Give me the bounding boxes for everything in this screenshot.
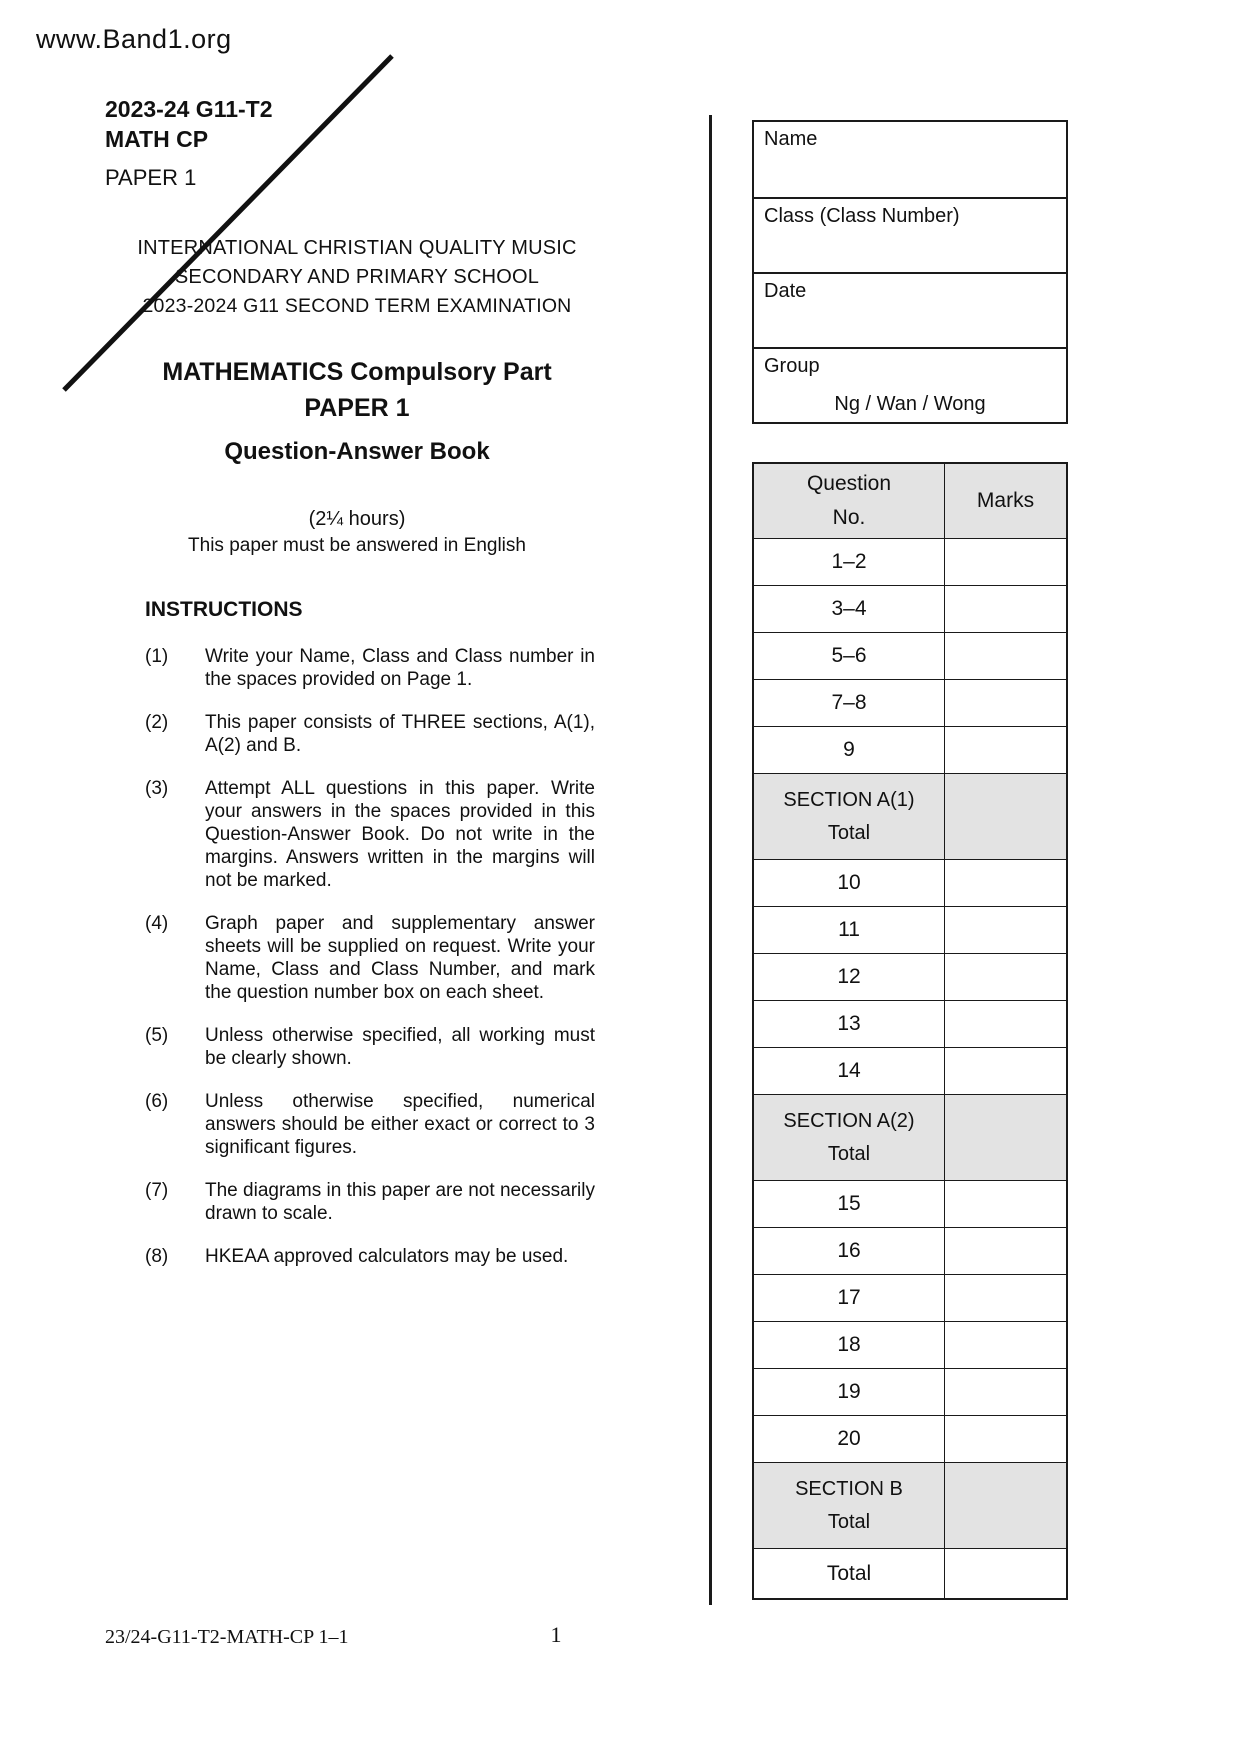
question-no-label: 10 xyxy=(837,871,861,894)
instruction-number: (5) xyxy=(145,1025,169,1046)
question-no-label: 5–6 xyxy=(831,644,867,667)
question-no-cell xyxy=(754,539,944,585)
info-field-value: Ng / Wan / Wong xyxy=(834,393,986,415)
marks-table-row xyxy=(754,1000,1066,1047)
paper-title-book: Question-Answer Book xyxy=(224,438,490,465)
marks-cell xyxy=(944,1463,1066,1548)
instruction-text: Graph paper and supplementary answer sheets will be supplied on request. Write your Name, Class and Class Number, and mark the question number box on each sheet. xyxy=(205,913,595,1003)
question-no-label: 18 xyxy=(837,1333,861,1356)
instruction-number: (2) xyxy=(145,712,169,733)
instruction-item xyxy=(145,711,597,757)
paper-title-paper: PAPER 1 xyxy=(304,394,410,422)
marks-table-row xyxy=(754,1094,1066,1180)
footer-page-number: 1 xyxy=(550,1622,562,1647)
marks-table-row xyxy=(754,1462,1066,1548)
instruction-item xyxy=(145,1179,597,1225)
question-no-label: 19 xyxy=(837,1380,861,1403)
question-no-cell xyxy=(754,1095,944,1180)
marks-cell xyxy=(944,954,1066,1000)
question-no-header-line2: No. xyxy=(832,506,866,529)
marks-cell xyxy=(944,1416,1066,1462)
school-name-line2: SECONDARY AND PRIMARY SCHOOL xyxy=(174,266,540,288)
instruction-number: (7) xyxy=(145,1180,169,1201)
question-no-label: 16 xyxy=(837,1239,861,1262)
exam-code-block xyxy=(105,94,273,192)
marks-table-header xyxy=(754,464,1066,538)
info-field-row xyxy=(754,347,1066,422)
exam-code-line2: MATH CP xyxy=(105,126,209,152)
marks-table-row xyxy=(754,632,1066,679)
marks-cell xyxy=(944,633,1066,679)
instructions-list xyxy=(145,645,597,1288)
instruction-number: (1) xyxy=(145,646,169,667)
marks-table-row xyxy=(754,1415,1066,1462)
info-field-label: Date xyxy=(764,280,807,302)
question-no-label: 13 xyxy=(837,1012,861,1035)
question-no-label: 14 xyxy=(837,1059,861,1082)
question-no-cell xyxy=(754,680,944,726)
exam-code-line1: 2023-24 G11-T2 xyxy=(105,96,273,122)
marks-table-row xyxy=(754,679,1066,726)
instruction-item xyxy=(145,777,597,892)
question-no-cell xyxy=(754,727,944,773)
marks-cell xyxy=(944,1048,1066,1094)
paper-title-block xyxy=(57,354,657,468)
exam-term-line: 2023-2024 G11 SECOND TERM EXAMINATION xyxy=(142,295,572,317)
marks-table-row xyxy=(754,1047,1066,1094)
question-no-label: SECTION A(1) xyxy=(783,788,915,811)
marks-table-row xyxy=(754,1227,1066,1274)
paper-title-subject: MATHEMATICS Compulsory Part xyxy=(162,358,552,386)
question-no-cell xyxy=(754,1181,944,1227)
marks-table-row xyxy=(754,1321,1066,1368)
question-no-label: 7–8 xyxy=(831,691,867,714)
language-note: This paper must be answered in English xyxy=(188,535,526,556)
instruction-text: HKEAA approved calculators may be used. xyxy=(205,1246,569,1267)
marks-header-label: Marks xyxy=(976,489,1035,512)
instruction-text: Attempt ALL questions in this paper. Write your answers in the spaces provided in this Question-Answer Book. Do not write in the margins. Answers written in the margins will not be marked. xyxy=(205,778,595,891)
instruction-text: The diagrams in this paper are not necessarily drawn to scale. xyxy=(205,1180,595,1224)
marks-table-row xyxy=(754,726,1066,773)
question-no-label: 3–4 xyxy=(831,597,867,620)
question-no-cell xyxy=(754,1322,944,1368)
info-field-row xyxy=(754,197,1066,272)
question-no-cell xyxy=(754,907,944,953)
question-no-label: 1–2 xyxy=(831,550,867,573)
instruction-number: (3) xyxy=(145,778,169,799)
question-no-cell xyxy=(754,1228,944,1274)
question-no-cell xyxy=(754,1416,944,1462)
question-no-cell xyxy=(754,1463,944,1548)
exam-code-paper: PAPER 1 xyxy=(105,165,197,190)
marks-cell xyxy=(944,680,1066,726)
question-no-label: 11 xyxy=(838,918,860,941)
instruction-number: (6) xyxy=(145,1091,169,1112)
instruction-item xyxy=(145,1245,597,1268)
question-no-label: SECTION B xyxy=(795,1477,903,1500)
info-field-row xyxy=(754,272,1066,347)
instruction-item xyxy=(145,912,597,1004)
question-no-label-line2: Total xyxy=(827,821,871,844)
marks-table-row xyxy=(754,859,1066,906)
question-no-label: 20 xyxy=(837,1427,861,1450)
question-no-cell xyxy=(754,774,944,859)
question-no-label: 9 xyxy=(843,738,855,761)
question-no-label: 15 xyxy=(837,1192,861,1215)
question-no-cell xyxy=(754,1048,944,1094)
marks-table-row xyxy=(754,1274,1066,1321)
info-field-label: Name xyxy=(764,128,818,150)
instructions-heading: INSTRUCTIONS xyxy=(145,598,303,621)
marks-cell xyxy=(944,1095,1066,1180)
question-no-label: 12 xyxy=(837,965,861,988)
instruction-text: Unless otherwise specified, all working must be clearly shown. xyxy=(205,1025,595,1069)
marks-cell xyxy=(944,860,1066,906)
instruction-text: Write your Name, Class and Class number in the spaces provided on Page 1. xyxy=(205,646,595,690)
school-name-line1: INTERNATIONAL CHRISTIAN QUALITY MUSIC xyxy=(137,237,577,259)
question-no-cell xyxy=(754,1275,944,1321)
question-no-cell xyxy=(754,633,944,679)
question-no-label-line2: Total xyxy=(827,1142,871,1165)
marks-cell xyxy=(944,1275,1066,1321)
school-name-block xyxy=(57,234,657,321)
info-field-label: Class (Class Number) xyxy=(764,205,960,227)
question-no-label: 17 xyxy=(837,1286,861,1309)
question-no-cell xyxy=(754,954,944,1000)
question-no-label-line2: Total xyxy=(827,1510,871,1533)
question-no-cell xyxy=(754,586,944,632)
marks-table-row xyxy=(754,953,1066,1000)
footer-paper-code: 23/24-G11-T2-MATH-CP 1–1 xyxy=(105,1626,349,1648)
marks-table-body xyxy=(754,538,1066,1598)
question-no-label: Total xyxy=(826,1561,872,1585)
instruction-text: This paper consists of THREE sections, A(1), A(2) and B. xyxy=(205,712,595,756)
question-no-cell xyxy=(754,1369,944,1415)
info-box xyxy=(752,120,1068,424)
question-no-cell xyxy=(754,1549,944,1598)
question-no-cell xyxy=(754,860,944,906)
duration-block xyxy=(57,506,657,559)
marks-table-row xyxy=(754,773,1066,859)
instruction-item xyxy=(145,645,597,691)
marks-table xyxy=(752,462,1068,1600)
marks-cell xyxy=(944,1369,1066,1415)
question-no-header-line1: Question xyxy=(806,472,892,495)
marks-table-row xyxy=(754,1180,1066,1227)
duration-text: (2¼ hours) xyxy=(308,508,406,530)
marks-table-row xyxy=(754,538,1066,585)
marks-cell xyxy=(944,1001,1066,1047)
info-field-label: Group xyxy=(764,355,820,377)
instruction-item xyxy=(145,1024,597,1070)
marks-cell xyxy=(944,1181,1066,1227)
marks-cell xyxy=(944,727,1066,773)
marks-cell xyxy=(944,1228,1066,1274)
marks-cell xyxy=(944,1549,1066,1598)
vertical-divider-rule xyxy=(709,115,712,1605)
marks-cell xyxy=(944,774,1066,859)
marks-table-row xyxy=(754,585,1066,632)
marks-header-cell xyxy=(944,464,1066,538)
instruction-number: (4) xyxy=(145,913,169,934)
instruction-text: Unless otherwise specified, numerical answers should be either exact or correct to 3 significant figures. xyxy=(205,1091,595,1158)
instruction-item xyxy=(145,1090,597,1159)
question-no-header-cell xyxy=(754,464,944,538)
marks-cell xyxy=(944,586,1066,632)
marks-table-row xyxy=(754,1368,1066,1415)
marks-table-row xyxy=(754,906,1066,953)
marks-table-row xyxy=(754,1548,1066,1598)
site-watermark: www.Band1.org xyxy=(36,24,232,54)
marks-cell xyxy=(944,539,1066,585)
info-field-row xyxy=(754,122,1066,197)
instruction-number: (8) xyxy=(145,1246,169,1267)
marks-cell xyxy=(944,907,1066,953)
question-no-cell xyxy=(754,1001,944,1047)
question-no-label: SECTION A(2) xyxy=(783,1109,915,1132)
marks-cell xyxy=(944,1322,1066,1368)
